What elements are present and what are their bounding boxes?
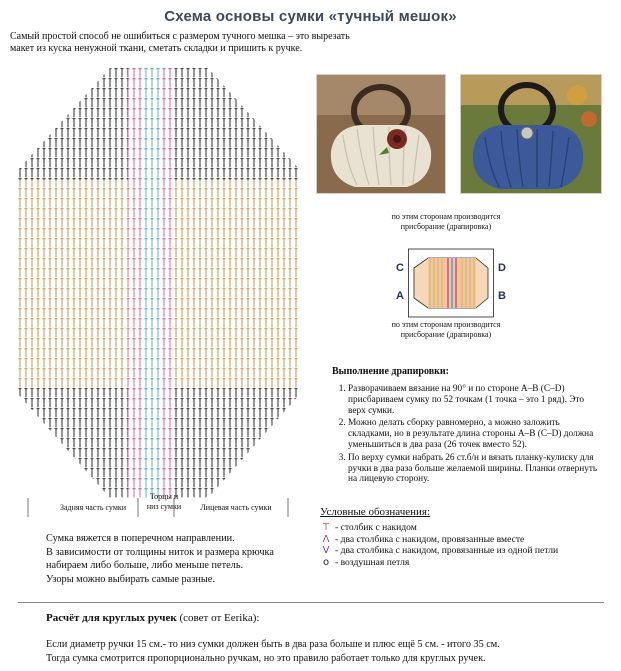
letter-d: D <box>498 262 506 274</box>
legend-item <box>320 545 620 557</box>
draping-step: 1. Разворачиваем вязание на 90° и по стороне A–B (C–D) присбариваем сумку по 52 точкам (1 точка – это 1 ряд). Это верх сумки. <box>348 384 598 416</box>
letter-c: C <box>396 262 404 274</box>
calc-advice: (совет от Eerika): <box>179 612 260 624</box>
note-line: Сумка вяжется в поперечном направлении. <box>46 533 235 544</box>
label-front-part: Лицевая часть сумки <box>200 503 272 512</box>
calc-line: Если диаметр ручки 15 см.- то низ сумки должен быть в два раза больше и плюс ещё 5 см. - итого 35 см. <box>46 639 500 650</box>
label-sides-bottom: Торцы и низ сумки <box>146 492 182 511</box>
legend-item-text: - воздушная петля <box>335 556 410 568</box>
dc2tog-icon: Λ <box>322 533 330 545</box>
stitch-dc-icon: T <box>322 522 330 533</box>
draping-step: 2. Можно делать сборку равномерно, а можно заложить складками, но в результате длина стороны A–B (C–D) должна уменьшиться в два раза (26 точек вместо 52). <box>348 418 598 450</box>
calc-line: Тогда сумка смотрится пропорционально ручкам, но это правило работает только для круглых ручек. <box>46 652 486 664</box>
label-back-part: Задняя часть сумки <box>59 503 127 512</box>
draping-steps <box>334 384 598 487</box>
legend-item-text: - два столбика с накидом, провязанные из одной петли <box>335 545 559 556</box>
mini-bag-diagram <box>408 248 494 318</box>
legend-title: Условные обозначения: <box>320 506 431 518</box>
legend-item <box>320 557 620 569</box>
mini-bottom-caption: по этим сторонам производится присборание (драпировка) <box>391 320 501 339</box>
letter-b: B <box>498 290 506 302</box>
intro-text: Самый простой способ не ошибиться с размером тучного мешка – это вырезать макет из куска ненужной ткани, сметать складки и пришить к ручке. <box>10 31 350 54</box>
white-bag-photo <box>316 74 446 194</box>
crochet-chart <box>18 68 318 518</box>
notes-block <box>46 532 296 586</box>
note-line: В зависимости от толщины ниток и размера крючка набираем либо больше, либо меньше петель. <box>46 546 274 571</box>
calc-heading <box>46 612 259 624</box>
letter-a: A <box>396 290 404 302</box>
blue-bag-photo <box>460 74 602 194</box>
legend-item-text: - два столбика с накидом, провязанные вместе <box>335 533 525 545</box>
v-stitch-icon: V <box>322 545 330 556</box>
legend-item <box>320 522 620 534</box>
draping-step: 3. По верху сумки набрать 26 ст.б/н и вязать планку-кулиску для ручки в два раза больше желаемой ширины. Планки отвернуть на лицевую сторону. <box>348 453 598 485</box>
calc-title: Расчёт для круглых ручек <box>46 612 177 624</box>
chain-icon: o <box>322 556 330 568</box>
draping-heading: Выполнение драпировки: <box>332 366 449 377</box>
legend-item <box>320 534 620 546</box>
legend-list <box>320 522 620 568</box>
divider <box>18 602 604 603</box>
calc-text <box>46 638 616 665</box>
note-line: Узоры можно выбирать самые разные. <box>46 573 215 585</box>
legend-item-text: - столбик с накидом <box>335 522 417 533</box>
mini-top-caption: по этим сторонам производится присборание (драпировка) <box>391 212 501 231</box>
page-title: Схема основы сумки «тучный мешок» <box>164 8 457 25</box>
